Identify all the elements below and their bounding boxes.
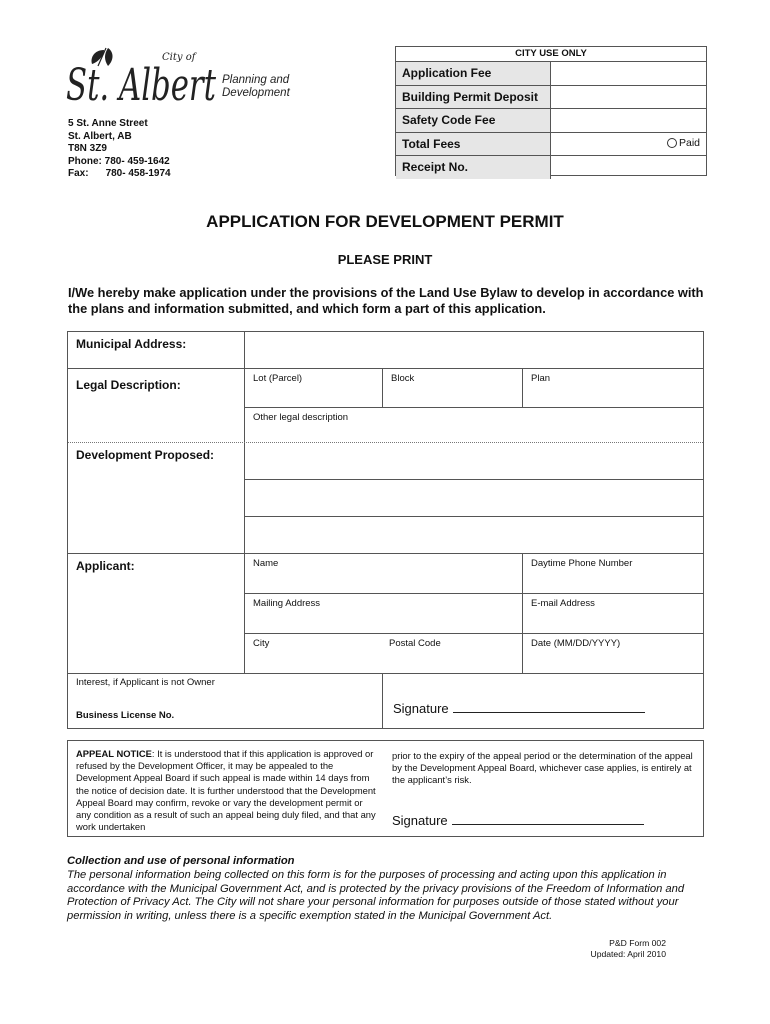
building-permit-deposit-label: Building Permit Deposit: [396, 86, 551, 109]
page-subtitle: PLEASE PRINT: [337, 252, 433, 267]
postal-code-label: Postal Code: [389, 638, 441, 649]
address-postal: T8N 3Z9: [68, 143, 107, 154]
st-albert-logo-icon: [64, 44, 224, 106]
receipt-no-row: [396, 156, 706, 179]
receipt-no-label: Receipt No.: [396, 156, 551, 179]
business-license-label: Business License No.: [76, 710, 175, 721]
address-phone: Phone: 780- 459-1642: [68, 155, 170, 167]
daytime-phone-field[interactable]: [523, 554, 703, 593]
logo-city-of: City of: [162, 52, 196, 63]
address-fax: [68, 168, 171, 181]
city-use-box: [395, 46, 707, 176]
fax-number: 780- 458-1974: [105, 168, 171, 179]
address-city: St. Albert, AB: [68, 130, 132, 142]
municipal-address-section: [68, 332, 703, 369]
interest-label: Interest, if Applicant is not Owner: [76, 677, 215, 688]
appeal-notice-box: [67, 740, 704, 837]
form-updated-date: Updated: April 2010: [590, 949, 666, 959]
name-label: Name: [253, 558, 279, 569]
office-address: [68, 118, 171, 181]
appeal-signature-line[interactable]: [452, 823, 644, 825]
appeal-signature-label: Signature: [392, 813, 448, 828]
applicant-signature-area[interactable]: [383, 674, 703, 728]
applicant-signature[interactable]: [393, 701, 645, 716]
paid-radio-icon[interactable]: [667, 138, 677, 148]
fax-label: Fax:: [68, 168, 89, 179]
paid-label: Paid: [678, 136, 700, 149]
privacy-heading: Collection and use of personal information: [67, 855, 295, 867]
page-title: APPLICATION FOR DEVELOPMENT PERMIT: [206, 212, 564, 231]
safety-code-fee-field[interactable]: [551, 109, 706, 132]
safety-code-fee-row: [396, 109, 706, 133]
other-legal-row: [245, 408, 703, 442]
applicant-section: [68, 554, 703, 674]
city-use-header: CITY USE ONLY: [396, 47, 706, 62]
municipal-address-field[interactable]: [245, 332, 703, 368]
email-label: E-mail Address: [531, 598, 595, 609]
city-label: City: [253, 638, 270, 649]
department-line2: Development: [222, 87, 290, 99]
department-line1: Planning and: [222, 74, 290, 86]
legal-description-cells: [245, 369, 703, 442]
block-field[interactable]: [383, 369, 523, 407]
form-number: P&D Form 002: [609, 938, 666, 948]
privacy-body: The personal information being collected on this form is for the purposes of processing and acting upon this application in accordance with the Municipal Government Act, and is protected by the privacy provisions of the Freedom of Information and Protection of Privacy Act. The City will not share your personal information for purposes outside of those stated without your permission in writing, unless there is a specific exemption stated in the Municipal Government Act.: [67, 868, 685, 923]
email-field[interactable]: [523, 594, 703, 633]
appeal-notice-heading: APPEAL NOTICE: [76, 748, 152, 759]
application-fee-row: [396, 62, 706, 86]
logo-name: St. Albert: [66, 60, 217, 106]
appeal-notice-text-1: [76, 748, 376, 833]
form-footer: [560, 938, 666, 960]
development-line-3[interactable]: [245, 517, 703, 553]
plan-field[interactable]: [523, 369, 703, 407]
privacy-statement: [67, 855, 707, 924]
application-form: [67, 331, 704, 729]
applicant-row-1: [245, 554, 703, 594]
department-name: [222, 74, 290, 100]
block-label: Block: [391, 373, 415, 384]
plan-label: Plan: [531, 373, 551, 384]
other-legal-field[interactable]: [245, 408, 703, 442]
total-fees-field[interactable]: [551, 133, 706, 156]
applicant-cells: [245, 554, 703, 673]
development-proposed-cells: [245, 443, 703, 553]
paid-option[interactable]: [667, 137, 700, 149]
municipal-address-label: Municipal Address:: [68, 332, 245, 368]
other-legal-label: Other legal description: [253, 412, 349, 423]
name-field[interactable]: [245, 554, 523, 593]
total-fees-label: Total Fees: [396, 133, 551, 156]
interest-business-field[interactable]: [68, 674, 383, 728]
mailing-address-field[interactable]: [245, 594, 523, 633]
application-fee-label: Application Fee: [396, 62, 551, 85]
application-fee-field[interactable]: [551, 62, 706, 85]
interest-signature-row: [68, 674, 703, 728]
building-permit-deposit-row: [396, 86, 706, 110]
applicant-label: Applicant:: [68, 554, 245, 673]
applicant-signature-line[interactable]: [453, 711, 645, 713]
total-fees-row: [396, 133, 706, 157]
intro-statement: I/We hereby make application under the provisions of the Land Use Bylaw to develop in accordance with the plans and information submitted, and which form a part of this application.: [68, 285, 704, 316]
legal-row: [245, 369, 703, 408]
lot-label: Lot (Parcel): [253, 373, 303, 384]
mailing-address-label: Mailing Address: [253, 598, 321, 609]
date-label: Date (MM/DD/YYYY): [531, 638, 621, 649]
development-line-1[interactable]: [245, 443, 703, 480]
city-logo: [64, 44, 224, 106]
applicant-row-2: [245, 594, 703, 634]
building-permit-deposit-field[interactable]: [551, 86, 706, 109]
safety-code-fee-label: Safety Code Fee: [396, 109, 551, 132]
date-field[interactable]: [523, 634, 703, 673]
applicant-row-3: [245, 634, 703, 673]
lot-field[interactable]: [245, 369, 383, 407]
city-postal-field[interactable]: [245, 634, 523, 673]
appeal-notice-body-1: : It is understood that if this application is approved or refused by the Development Officer, it may be appealed to the Development Appeal Board if such appeal is made within 14 days from the notice of decision date. It is further understood that the Development Appeal Board may confirm, revoke or vary the development permit or any condition as a result of such an appeal being duly filed, and that any work undertaken: [76, 748, 376, 833]
legal-description-label: Legal Description:: [68, 369, 245, 442]
appeal-notice-text-2: prior to the expiry of the appeal period or the determination of the appeal by the Development Appeal Board, whichever case applies, is entirely at the applicant’s risk.: [392, 750, 693, 786]
development-line-2[interactable]: [245, 480, 703, 517]
legal-description-section: [68, 369, 703, 443]
appeal-signature[interactable]: [392, 813, 644, 828]
development-proposed-section: [68, 443, 703, 554]
development-proposed-label: Development Proposed:: [68, 443, 245, 553]
address-street: 5 St. Anne Street: [68, 118, 148, 129]
applicant-signature-label: Signature: [393, 701, 449, 716]
daytime-phone-label: Daytime Phone Number: [531, 558, 633, 569]
receipt-no-field[interactable]: [551, 156, 706, 179]
